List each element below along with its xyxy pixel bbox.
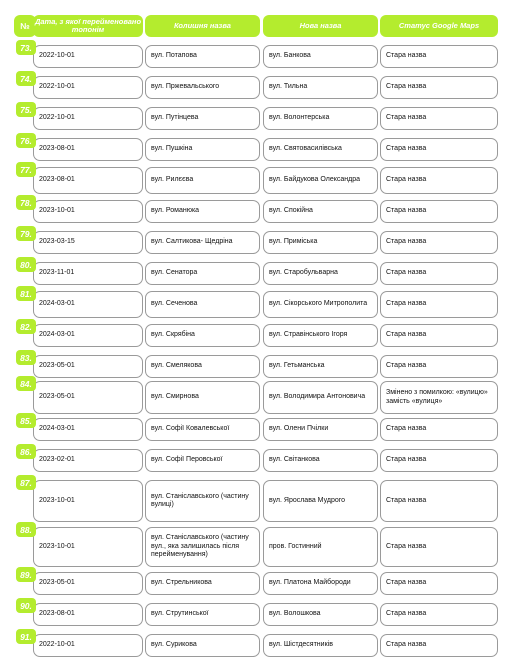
row-number-badge: 80. xyxy=(16,257,36,272)
table-row xyxy=(0,524,512,567)
cell-old-name: вул. Салтикова- Щедріна xyxy=(145,231,260,254)
row-number-badge: 83. xyxy=(16,350,36,365)
row-number-badge: 75. xyxy=(16,102,36,117)
cell-old-name: вул. Сурикова xyxy=(145,634,260,657)
cell-old-name: вул. Сеченова xyxy=(145,291,260,318)
cell-new-name: вул. Банкова xyxy=(263,45,378,68)
cell-old-name: вул. Смелякова xyxy=(145,355,260,378)
header-number: № xyxy=(14,15,36,37)
cell-new-name: вул. Святовасилівська xyxy=(263,138,378,161)
cell-old-name: вул. Пушкіна xyxy=(145,138,260,161)
cell-date: 2022-10-01 xyxy=(33,634,143,657)
cell-new-name: вул. Спокійна xyxy=(263,200,378,223)
cell-date: 2024-03-01 xyxy=(33,324,143,347)
cell-new-name: вул. Сікорського Митрополита xyxy=(263,291,378,318)
cell-google-status: Стара назва xyxy=(380,231,498,254)
cell-old-name: вул. Смирнова xyxy=(145,381,260,414)
cell-old-name: вул. Пржевальського xyxy=(145,76,260,99)
table-row xyxy=(0,73,512,99)
cell-date: 2023-05-01 xyxy=(33,572,143,595)
cell-new-name: вул. Стравінського Ігоря xyxy=(263,324,378,347)
row-number-badge: 91. xyxy=(16,629,36,644)
cell-old-name: вул. Скрябіна xyxy=(145,324,260,347)
cell-date: 2023-10-01 xyxy=(33,527,143,567)
row-number-badge: 85. xyxy=(16,413,36,428)
table-row xyxy=(0,321,512,347)
row-number-badge: 79. xyxy=(16,226,36,241)
row-number-badge: 76. xyxy=(16,133,36,148)
header-old-name: Колишня назва xyxy=(145,15,260,37)
cell-new-name: вул. Волошкова xyxy=(263,603,378,626)
row-number-badge: 86. xyxy=(16,444,36,459)
cell-date: 2023-02-01 xyxy=(33,449,143,472)
table-row xyxy=(0,378,512,414)
cell-new-name: вул. Ярослава Мудрого xyxy=(263,480,378,522)
cell-google-status: Стара назва xyxy=(380,200,498,223)
cell-google-status: Стара назва xyxy=(380,572,498,595)
header-date: Дата, з якої перейменовано топонім xyxy=(33,15,143,37)
table-row xyxy=(0,135,512,161)
cell-date: 2023-10-01 xyxy=(33,480,143,522)
cell-new-name: вул. Гетьманська xyxy=(263,355,378,378)
cell-google-status: Стара назва xyxy=(380,527,498,567)
cell-date: 2022-10-01 xyxy=(33,76,143,99)
header-google-status: Статус Google Maps xyxy=(380,15,498,37)
table-row xyxy=(0,104,512,130)
cell-new-name: вул. Володимира Антоновича xyxy=(263,381,378,414)
cell-old-name: вул. Рилєєва xyxy=(145,167,260,194)
cell-date: 2023-05-01 xyxy=(33,381,143,414)
cell-google-status: Стара назва xyxy=(380,634,498,657)
cell-new-name: вул. Світанкова xyxy=(263,449,378,472)
row-number-badge: 82. xyxy=(16,319,36,334)
cell-date: 2023-05-01 xyxy=(33,355,143,378)
cell-new-name: пров. Гостинний xyxy=(263,527,378,567)
cell-old-name: вул. Романюка xyxy=(145,200,260,223)
cell-new-name: вул. Тильна xyxy=(263,76,378,99)
cell-date: 2022-10-01 xyxy=(33,45,143,68)
table-row xyxy=(0,415,512,441)
row-number-badge: 77. xyxy=(16,162,36,177)
cell-date: 2023-10-01 xyxy=(33,200,143,223)
cell-new-name: вул. Олени Пчілки xyxy=(263,418,378,441)
cell-google-status: Стара назва xyxy=(380,449,498,472)
cell-old-name: вул. Сенатора xyxy=(145,262,260,285)
cell-date: 2024-03-01 xyxy=(33,291,143,318)
cell-google-status: Змінено з помилкою: «вулицю» замість «вулиця» xyxy=(380,381,498,414)
row-number-badge: 73. xyxy=(16,40,36,55)
row-number-badge: 81. xyxy=(16,286,36,301)
table-row xyxy=(0,631,512,657)
cell-google-status: Стара назва xyxy=(380,291,498,318)
cell-old-name: вул. Станіславського (частину вулиці) xyxy=(145,480,260,522)
cell-google-status: Стара назва xyxy=(380,138,498,161)
cell-date: 2023-08-01 xyxy=(33,167,143,194)
cell-old-name: вул. Струтинської xyxy=(145,603,260,626)
cell-new-name: вул. Байдукова Олександра xyxy=(263,167,378,194)
cell-old-name: вул. Станіславського (частину вул., яка залишилась після перейменування) xyxy=(145,527,260,567)
cell-old-name: вул. Софії Ковалевської xyxy=(145,418,260,441)
cell-new-name: вул. Волонтерська xyxy=(263,107,378,130)
table-row xyxy=(0,259,512,285)
row-number-badge: 74. xyxy=(16,71,36,86)
cell-google-status: Стара назва xyxy=(380,107,498,130)
cell-new-name: вул. Платона Майбороди xyxy=(263,572,378,595)
table-row xyxy=(0,228,512,254)
header-new-name: Нова назва xyxy=(263,15,378,37)
cell-google-status: Стара назва xyxy=(380,45,498,68)
table-row xyxy=(0,197,512,223)
cell-date: 2023-08-01 xyxy=(33,603,143,626)
table-row xyxy=(0,288,512,318)
table-row xyxy=(0,446,512,472)
row-number-badge: 90. xyxy=(16,598,36,613)
cell-old-name: вул. Софії Перовської xyxy=(145,449,260,472)
cell-google-status: Стара назва xyxy=(380,603,498,626)
cell-google-status: Стара назва xyxy=(380,324,498,347)
row-number-badge: 87. xyxy=(16,475,36,490)
table-row xyxy=(0,164,512,194)
cell-old-name: вул. Потапова xyxy=(145,45,260,68)
cell-google-status: Стара назва xyxy=(380,355,498,378)
table-row xyxy=(0,569,512,595)
cell-new-name: вул. Старобульварна xyxy=(263,262,378,285)
cell-old-name: вул. Стрельникова xyxy=(145,572,260,595)
row-number-badge: 78. xyxy=(16,195,36,210)
cell-google-status: Стара назва xyxy=(380,418,498,441)
row-number-badge: 88. xyxy=(16,522,36,537)
cell-google-status: Стара назва xyxy=(380,167,498,194)
cell-new-name: вул. Шістдесятників xyxy=(263,634,378,657)
cell-date: 2022-10-01 xyxy=(33,107,143,130)
cell-date: 2023-03-15 xyxy=(33,231,143,254)
table-row xyxy=(0,600,512,626)
row-number-badge: 89. xyxy=(16,567,36,582)
cell-old-name: вул. Путінцева xyxy=(145,107,260,130)
table-row xyxy=(0,477,512,522)
cell-google-status: Стара назва xyxy=(380,480,498,522)
cell-google-status: Стара назва xyxy=(380,262,498,285)
cell-date: 2023-11-01 xyxy=(33,262,143,285)
table-row xyxy=(0,352,512,378)
cell-new-name: вул. Приміська xyxy=(263,231,378,254)
row-number-badge: 84. xyxy=(16,376,36,391)
cell-date: 2023-08-01 xyxy=(33,138,143,161)
cell-date: 2024-03-01 xyxy=(33,418,143,441)
table-row xyxy=(0,42,512,68)
cell-google-status: Стара назва xyxy=(380,76,498,99)
